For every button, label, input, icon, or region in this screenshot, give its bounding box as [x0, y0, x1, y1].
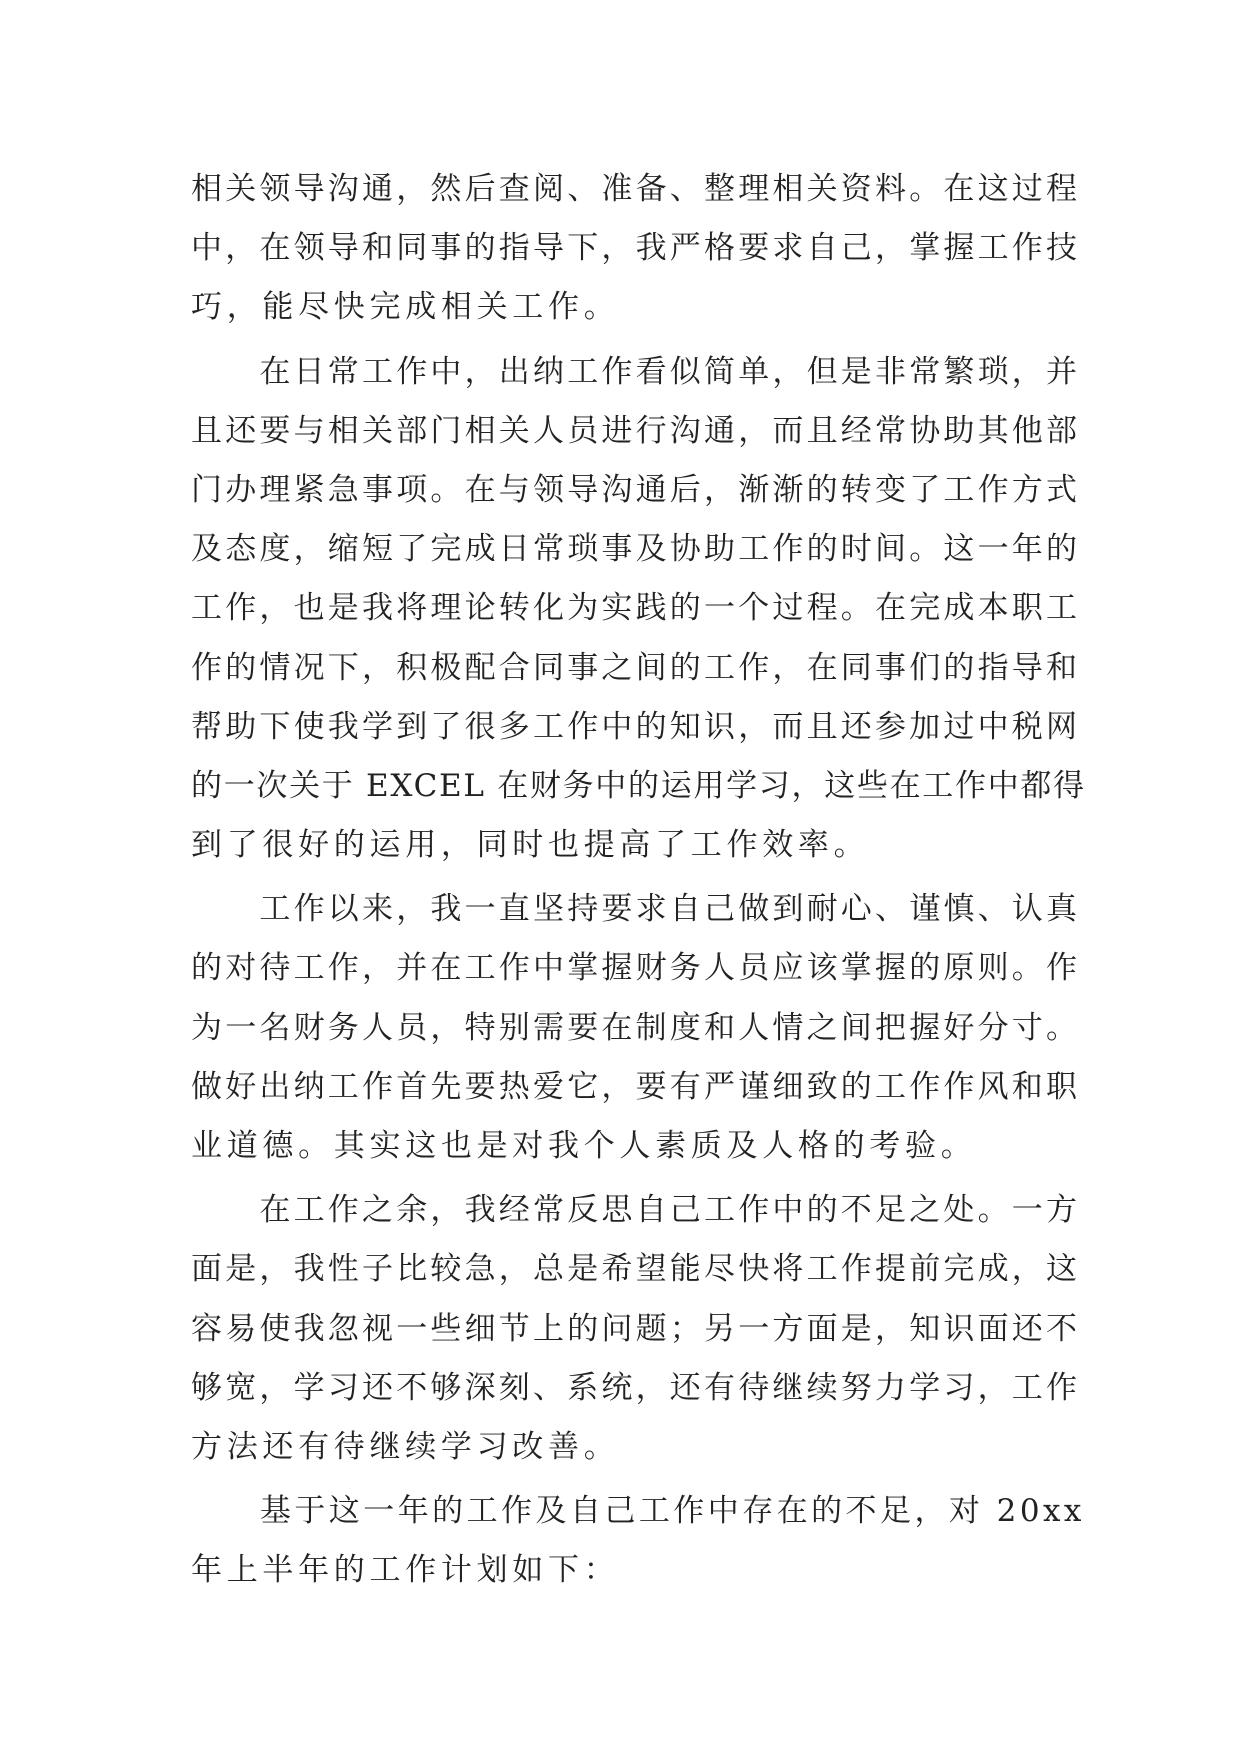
text-line: 在日常工作中，出纳工作看似简单，但是非常繁琐，并 [191, 353, 1081, 390]
text-line: 中，在领导和同事的指导下，我严格要求自己，掌握工作技 [191, 230, 1081, 267]
text-line: 帮助下使我学到了很多工作中的知识，而且还参加过中税网 [191, 708, 1081, 745]
text-line: 到了很好的运用，同时也提高了工作效率。 [191, 827, 870, 864]
text-line: 相关领导沟通，然后查阅、准备、整理相关资料。在这过程 [191, 171, 1081, 207]
text-line: 巧，能尽快完成相关工作。 [191, 289, 620, 326]
text-line: 方法还有待继续学习改善。 [191, 1428, 620, 1465]
paragraph-5 [191, 1482, 1085, 1600]
text-line: 在工作之余，我经常反思自己工作中的不足之处。一方 [191, 1192, 1081, 1229]
text-line: 的一次关于 EXCEL 在财务中的运用学习，这些在工作中都得 [191, 767, 1086, 804]
paragraph-1 [191, 160, 1081, 338]
text-line: 够宽，学习还不够深刻、系统，还有待继续努力学习，工作 [191, 1369, 1081, 1406]
text-line: 年上半年的工作计划如下： [191, 1552, 620, 1589]
text-line: 工作以来，我一直坚持要求自己做到耐心、谨慎、认真 [191, 891, 1081, 928]
text-line: 的对待工作，并在工作中掌握财务人员应该掌握的原则。作 [191, 950, 1081, 987]
text-line: 工作，也是我将理论转化为实践的一个过程。在完成本职工 [191, 590, 1081, 627]
text-line: 做好出纳工作首先要热爱它，要有严谨细致的工作作风和职 [191, 1068, 1081, 1105]
paragraph-4 [191, 1181, 1081, 1477]
text-line: 作的情况下，积极配合同事之间的工作，在同事们的指导和 [191, 649, 1081, 686]
text-line: 且还要与相关部门相关人员进行沟通，而且经常协助其他部 [191, 412, 1081, 449]
text-line: 基于这一年的工作及自己工作中存在的不足，对 20xx [191, 1493, 1085, 1530]
paragraph-2 [191, 343, 1086, 876]
paragraph-3 [191, 880, 1081, 1176]
text-line: 及态度，缩短了完成日常琐事及协助工作的时间。这一年的 [191, 531, 1081, 568]
text-line: 业道德。其实这也是对我个人素质及人格的考验。 [191, 1128, 977, 1164]
text-line: 为一名财务人员，特别需要在制度和人情之间把握好分寸。 [191, 1009, 1081, 1046]
document-body [191, 160, 1086, 1601]
text-line: 面是，我性子比较急，总是希望能尽快将工作提前完成，这 [191, 1251, 1081, 1288]
text-line: 容易使我忽视一些细节上的问题；另一方面是，知识面还不 [191, 1310, 1081, 1347]
text-line: 门办理紧急事项。在与领导沟通后，渐渐的转变了工作方式 [191, 471, 1081, 508]
